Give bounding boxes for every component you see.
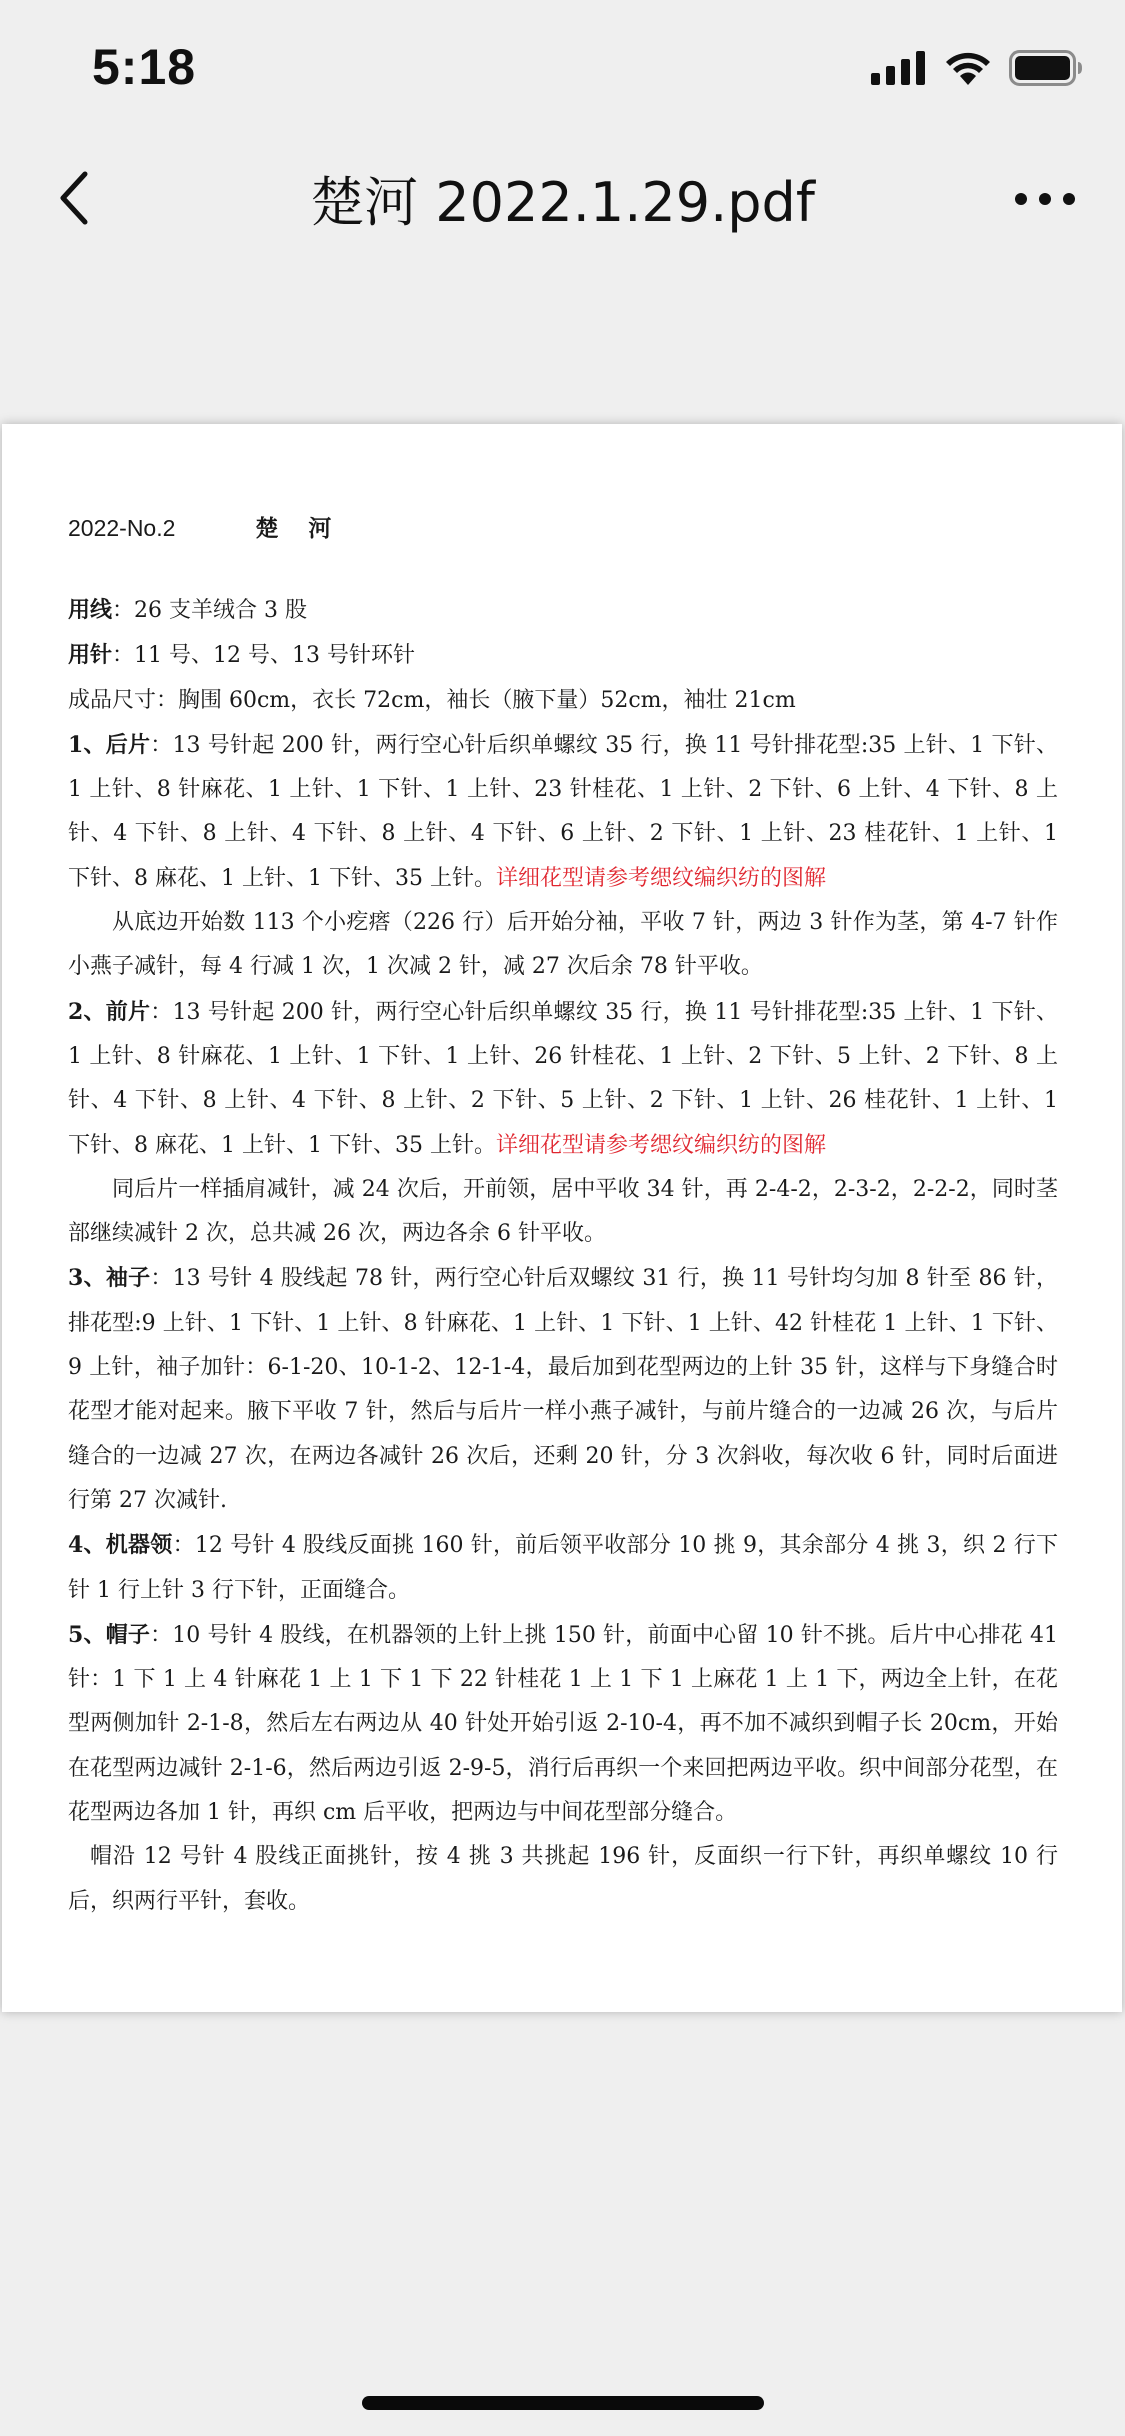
back-detail: 从底边开始数 113 个小疙瘩（226 行）后开始分袖，平收 7 针，两边 3 针作为茎，第 4-7 针作小燕子减针，每 4 行减 1 次，1 次减 2 针，减 27 次后余 78 针平收。 (68, 910, 1058, 980)
wifi-icon (945, 51, 991, 89)
pdf-page[interactable] (2, 424, 1122, 2012)
sleeve-label: 3、袖子 (68, 1265, 151, 1292)
yarn-label: 用线 (68, 597, 113, 623)
home-indicator[interactable] (362, 2396, 764, 2410)
front-section (68, 990, 1058, 1168)
back-label: 1、后片 (68, 731, 151, 758)
document-header (68, 506, 1058, 558)
size-line: 成品尺寸：胸围 60cm，衣长 72cm，袖长（腋下量）52cm，袖壮 21cm (68, 687, 796, 713)
document-code: 2022-No.2 (68, 515, 176, 541)
battery-icon (1009, 50, 1083, 90)
collar-section (68, 1523, 1058, 1613)
back-text: ：13 号针起 200 针，两行空心针后织单螺纹 35 行，换 11 号针排花型:35 上针、1 下针、1 上针、8 针麻花、1 上针、1 下针、1 上针、23 针桂花、1 上针、2 下针、6 上针、4 下针、8 上针、4 下针、8 上针、4 下针、8 上针、4 下针、6 上针、2 下针、1 上针、23 桂花针、1 上针、1 下针、8 麻花、1 上针、1 下针、35 上针。 (68, 732, 1058, 891)
front-pattern-link[interactable]: 详细花型请参考缌纹编织纺的图解 (495, 1132, 826, 1158)
needles-label: 用针 (68, 642, 113, 669)
back-button[interactable] (40, 165, 110, 235)
front-detail: 同后片一样插肩减针，减 24 次后，开前领，居中平收 34 针，再 2-4-2，2-3-2，2-2-2，同时茎部继续减针 2 次，总共减 26 次，两边各余 6 针平收。 (68, 1176, 1058, 1247)
chevron-left-icon (55, 168, 95, 232)
collar-label: 4、机器领 (68, 1532, 173, 1559)
yarn-text: ：26 支羊绒合 3 股 (112, 598, 307, 623)
page-title: 楚河 2022.1.29.pdf (310, 171, 815, 234)
more-button[interactable] (1005, 165, 1085, 235)
front-text: ：13 号针起 200 针，两行空心针后织单螺纹 35 行，换 11 号针排花型:35 上针、1 下针、1 上针、8 针麻花、1 上针、1 下针、1 上针、26 针桂花、1 上针、2 下针、5 上针、2 下针、8 上针、4 下针、8 上针、4 下针、8 上针、2 下针、5 上针、2 下针、1 上针、26 桂花针、1 上针、1 下针、8 麻花、1 上针、1 下针、35 上针。 (68, 999, 1058, 1158)
document-name: 楚河 (255, 515, 362, 542)
needles-line (68, 633, 1058, 678)
hood-label: 5、帽子 (68, 1621, 151, 1648)
status-icons (871, 50, 1083, 90)
status-time: 5:18 (92, 39, 197, 95)
collar-text: ：12 号针 4 股线反面挑 160 针，前后领平收部分 10 挑 9，其余部分 4 挑 3，织 2 行下针 1 行上针 3 行下针，正面缝合。 (68, 1533, 1058, 1603)
back-pattern-link[interactable]: 详细花型请参考缌纹编织纺的图解 (495, 865, 826, 891)
needles-text: ：11 号、12 号、13 号针环针 (112, 643, 415, 669)
hood-text: ：10 号针 4 股线，在机器领的上针上挑 150 针，前面中心留 10 针不挑。后片中心排花 41 针：1 下 1 上 4 针麻花 1 上 1 下 1 下 22 针桂花 1 上 1 下 1 上麻花 1 上 1 下，两边全上针，在花型两侧加针 2-1-8，然后左右两边从 40 针处开始引返 2-10-4，再不加不减织到帽子长 20cm，开始在花型两边减针 2-1-6，然后两边引返 2-9-5，消行后再织一个来回把两边平收。织中间部分花型，在花型两边各加 1 针，再织 cm 后平收，把两边与中间花型部分缝合。 (68, 1622, 1058, 1826)
nav-bar (0, 140, 1125, 260)
front-label: 2、前片 (68, 998, 151, 1025)
back-section (68, 723, 1058, 901)
yarn-line (68, 588, 1058, 633)
hood-edge: 帽沿 12 号针 4 股线正面挑针，按 4 挑 3 共挑起 196 针，反面织一行下针，再织单螺纹 10 行后，织两行平针，套收。 (68, 1844, 1058, 1914)
sleeve-text: ：13 号针 4 股线起 78 针，两行空心针后双螺纹 31 行，换 11 号针均匀加 8 针至 86 针，排花型:9 上针、1 下针、1 上针、8 针麻花、1 上针、1 下针、1 上针、42 针桂花 1 上针、1 下针、9 上针，袖子加针：6-1-20、10-1-2、12-1-4，最后加到花型两边的上针 35 针，这样与下身缝合时花型才能对起来。腋下平收 7 针，然后与后片一样小燕子减针，与前片缝合的一边减 26 次，与后片缝合的一边减 27 次，在两边各减针 26 次后，还剩 20 针，分 3 次斜收，每次收 6 针，同时后面进行第 27 次减针. (68, 1266, 1058, 1513)
sleeve-section (68, 1256, 1058, 1523)
signal-icon (871, 51, 927, 89)
hood-section (68, 1613, 1058, 1835)
status-bar (0, 0, 1125, 140)
more-horizontal-icon (1014, 191, 1076, 210)
